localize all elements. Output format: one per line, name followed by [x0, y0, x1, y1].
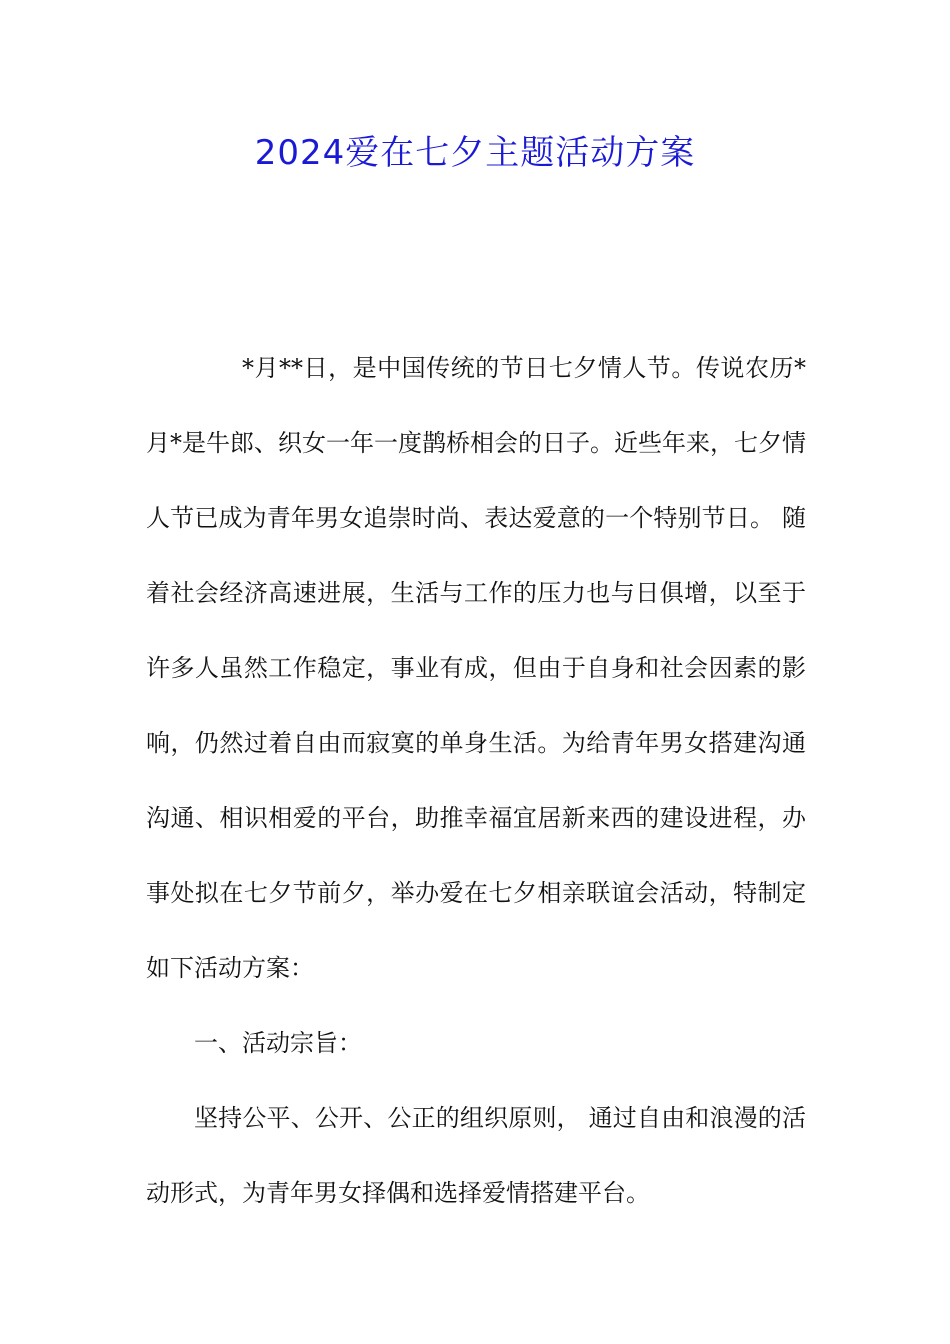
purpose-paragraph: 坚持公平、公开、公正的组织原则， 通过自由和浪漫的活动形式，为青年男女择偶和选择爱情搭建平台。 [146, 1104, 806, 1207]
section-heading-purpose: 一、活动宗旨： [194, 1029, 362, 1057]
intro-paragraph: *月**日，是中国传统的节日七夕情人节。传说农历*月*是牛郎、织女一年一度鹊桥相会的日子。近些年来，七夕情人节已成为青年男女追崇时尚、表达爱意的一个特别节日。 随着社会经济高速进展，生活与工作的压力也与日俱增，以至于许多人虽然工作稳定，事业有成，但由于自身和社会因素的影响，仍然过着自由而寂寞的单身生活。为给青年男女搭建沟通沟通、相识相爱的平台，助推幸福宜居新来西的建设进程，办事处拟在七夕节前夕，举办爱在七夕相亲联谊会活动，特制定如下活动方案： [146, 354, 806, 982]
document-title: 2024爱在七夕主题活动方案 [254, 133, 696, 173]
document-body [146, 331, 806, 1231]
